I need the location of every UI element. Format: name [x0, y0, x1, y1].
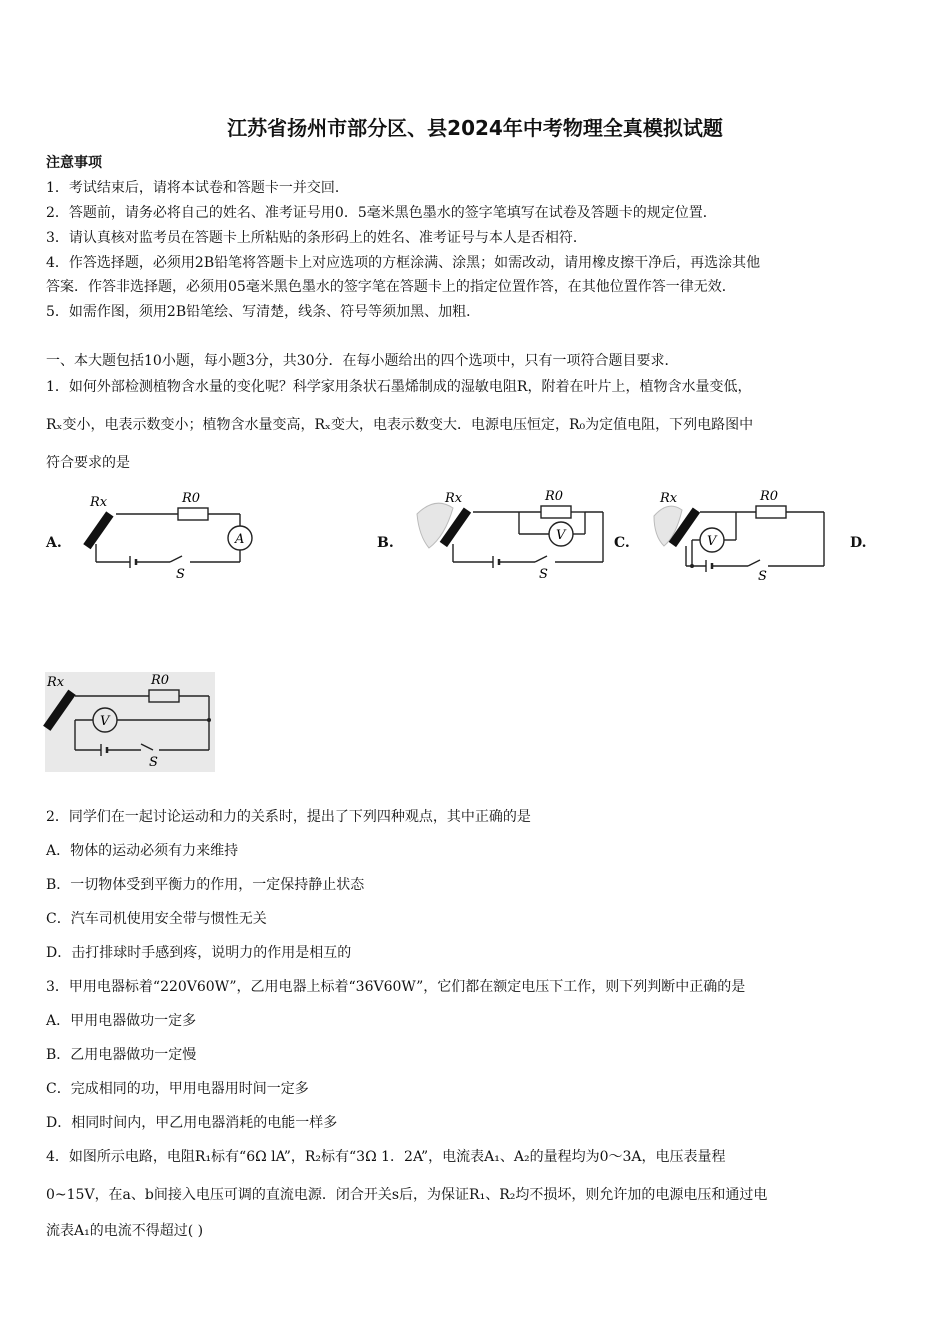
section-heading: 一、本大题包括10小题，每小题3分，共30分．在每小题给出的四个选项中，只有一项符合题目要求．	[46, 353, 679, 369]
page-title: 江苏省扬州市部分区、县2024年中考物理全真模拟试题	[227, 116, 723, 140]
rx-label: Rx	[445, 491, 463, 506]
q1-option-b-label: B.	[377, 535, 394, 551]
r0-label: R0	[151, 673, 170, 688]
junction-dot	[690, 564, 694, 568]
q2-option-d: D．击打排球时手感到疼，说明力的作用是相互的	[46, 945, 352, 961]
q1-option-a-label: A.	[46, 535, 62, 551]
graphene-sensor-rx	[43, 690, 76, 731]
note-item-4-cont: 答案．作答非选择题，必须用05毫米黑色墨水的签字笔在答题卡上的指定位置作答，在其他位置作答一律无效．	[46, 279, 736, 295]
circuit-c-figure	[652, 486, 832, 586]
notes-heading: 注意事项	[46, 155, 102, 171]
r0-label: R0	[545, 489, 564, 504]
voltmeter-symbol: V	[100, 714, 110, 729]
q1-option-c-label: C.	[614, 535, 630, 551]
r0-label: R0	[182, 491, 201, 506]
q1-stem-line2: Rₓ变小，电表示数变小；植物含水量变高，Rₓ变大，电表示数变大．电源电压恒定，R₀为定值电阻，下列电路图中	[46, 417, 754, 433]
note-item-4: 4．作答选择题，必须用2B铅笔将答题卡上对应选项的方框涂满、涂黑；如需改动，请用橡皮擦干净后，再选涂其他	[46, 255, 761, 271]
q3-option-c: C．完成相同的功，甲用电器用时间一定多	[46, 1081, 309, 1097]
q4-stem-line3: 流表A₁的电流不得超过( )	[46, 1223, 204, 1239]
circuit-b-figure	[415, 486, 615, 586]
q2-stem: 2．同学们在一起讨论运动和力的关系时，提出了下列四种观点，其中正确的是	[46, 809, 531, 825]
rx-label: Rx	[660, 491, 678, 506]
junction-dot	[207, 718, 211, 722]
note-item-2: 2．答题前，请务必将自己的姓名、准考证号用0．5毫米黑色墨水的签字笔填写在试卷及答题卡的规定位置．	[46, 205, 717, 221]
note-item-3: 3．请认真核对监考员在答题卡上所粘贴的条形码上的姓名、准考证号与本人是否相符．	[46, 230, 587, 246]
q3-option-d: D．相同时间内，甲乙用电器消耗的电能一样多	[46, 1115, 338, 1131]
switch-label: S	[149, 755, 158, 770]
q1-stem-line3: 符合要求的是	[46, 455, 130, 471]
voltmeter-symbol: V	[556, 528, 566, 543]
voltmeter-symbol: V	[707, 534, 717, 549]
rx-label: Rx	[90, 495, 108, 510]
rx-label: Rx	[47, 675, 65, 690]
q1-stem-line1: 1．如何外部检测植物含水量的变化呢？科学家用条状石墨烯制成的湿敏电阻R，附着在叶片上，植物含水量变低，	[46, 379, 752, 395]
note-item-5: 5．如需作图，须用2B铅笔绘、写清楚，线条、符号等须加黑、加粗．	[46, 304, 481, 320]
q4-stem-line2: 0~15V，在a、b间接入电压可调的直流电源．闭合开关s后，为保证R₁、R₂均不损坏，则允许加的电源电压和通过电	[46, 1187, 768, 1203]
q2-option-c: C．汽车司机使用安全带与惯性无关	[46, 911, 267, 927]
q3-option-a: A．甲用电器做功一定多	[46, 1013, 197, 1029]
q2-option-b: B．一切物体受到平衡力的作用，一定保持静止状态	[46, 877, 365, 893]
ammeter-symbol: A	[235, 532, 245, 547]
switch-label: S	[539, 567, 548, 582]
switch-label: S	[758, 569, 767, 584]
circuit-a-figure	[80, 488, 260, 580]
graphene-sensor-rx	[83, 511, 113, 549]
q2-option-a: A．物体的运动必须有力来维持	[46, 843, 239, 859]
q4-stem-line1: 4．如图所示电路，电阻R₁标有“6Ω lA”，R₂标有“3Ω 1．2A”，电流表A₁、A₂的量程均为0～3A，电压表量程	[46, 1149, 726, 1165]
circuit-d-figure	[45, 672, 215, 772]
note-item-1: 1．考试结束后，请将本试卷和答题卡一并交回．	[46, 180, 349, 196]
q1-option-d-label: D.	[850, 535, 867, 551]
switch-label: S	[176, 567, 185, 582]
q3-stem: 3．甲用电器标着“220V60W”，乙用电器上标着“36V60W”，它们都在额定电压下工作，则下列判断中正确的是	[46, 979, 746, 995]
q3-option-b: B．乙用电器做功一定慢	[46, 1047, 197, 1063]
r0-label: R0	[760, 489, 779, 504]
